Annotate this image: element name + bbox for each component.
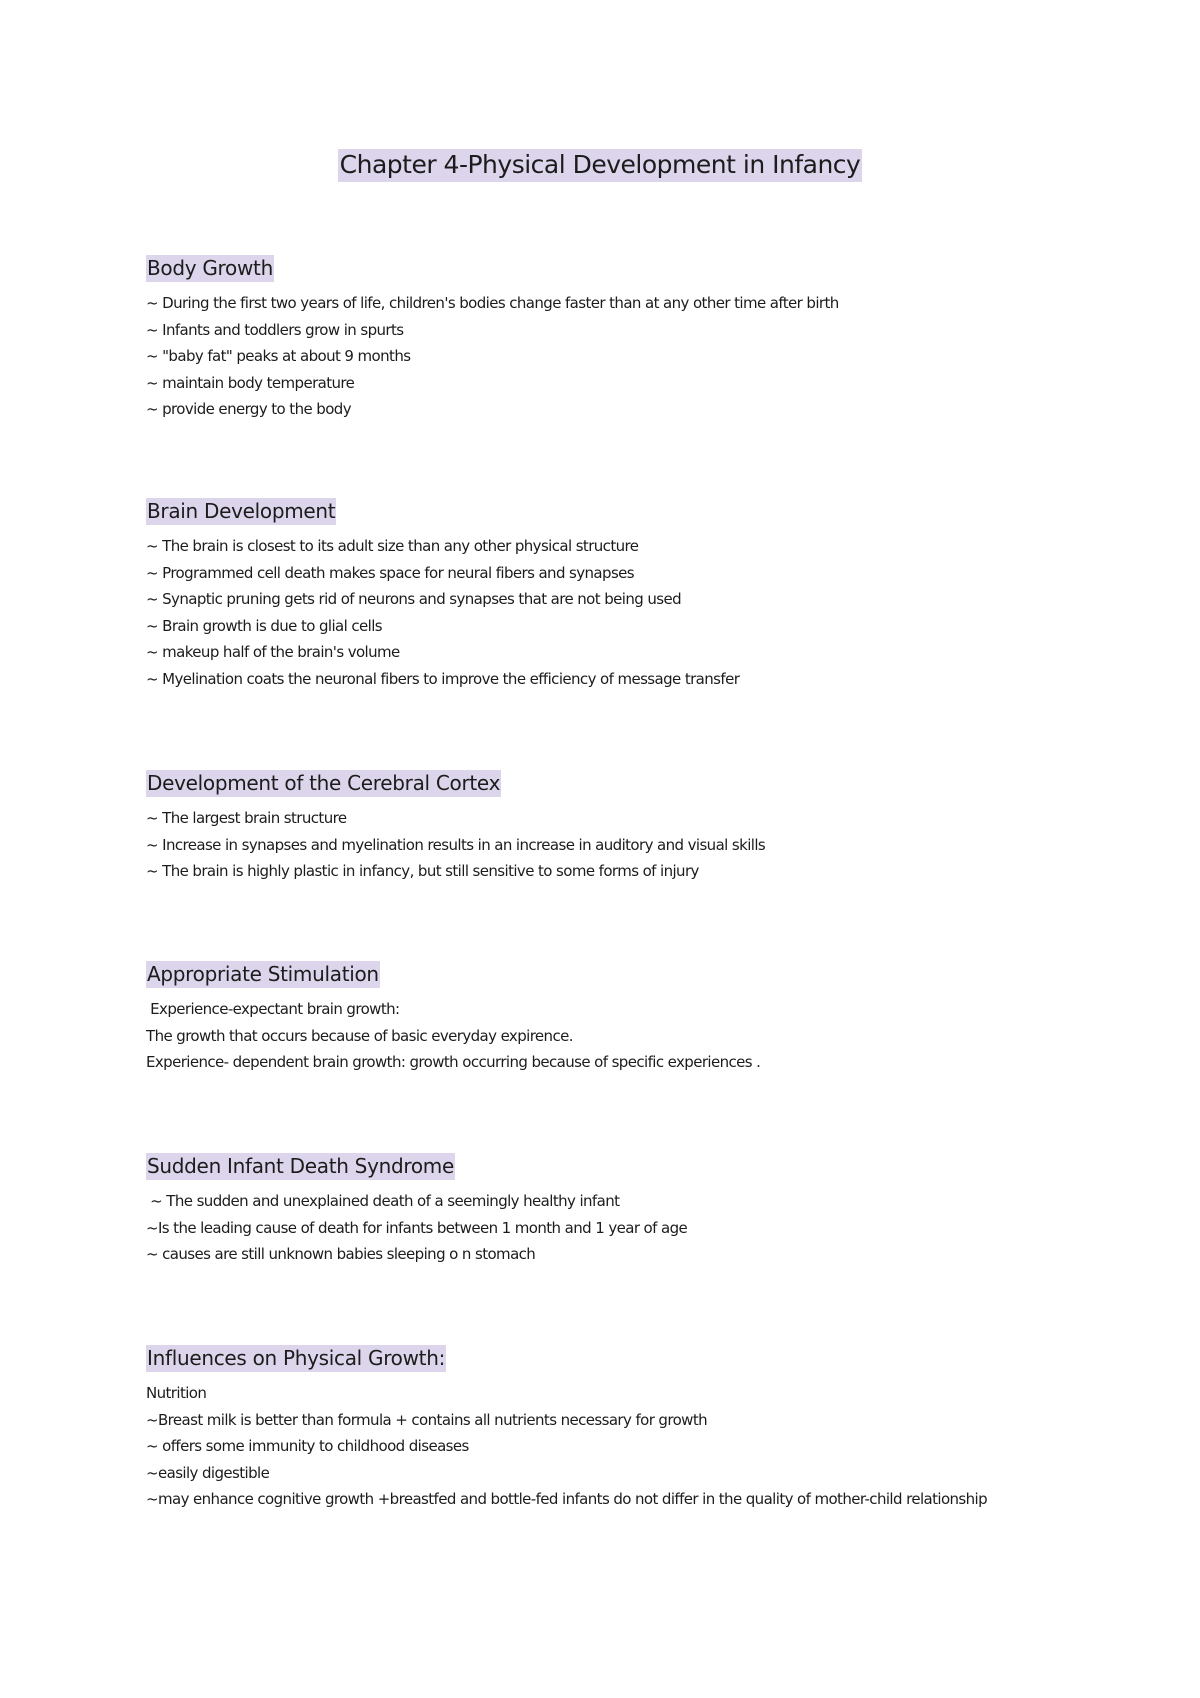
text-line: Experience-expectant brain growth: — [146, 1000, 400, 1018]
document-title-text: Chapter 4-Physical Development in Infancy — [338, 149, 863, 182]
section-heading-text: Influences on Physical Growth: — [147, 1346, 446, 1370]
text-line: ~ Myelination coats the neuronal fibers to improve the efficiency of message transfer — [146, 669, 740, 688]
text-line: ~ offers some immunity to childhood diseases — [146, 1437, 469, 1456]
text-line: ~ provide energy to the body — [146, 400, 351, 419]
text-line: ~Is the leading cause of death for infants between 1 month and 1 year of age — [146, 1218, 688, 1237]
text-line: ~Breast milk is better than formula + contains all nutrients necessary for growth — [146, 1410, 708, 1429]
text-line: ~ makeup half of the brain's volume — [146, 643, 400, 662]
text-line: ~ causes are still unknown babies sleeping o n stomach — [146, 1245, 536, 1264]
section-lines — [146, 805, 1046, 885]
section-brain-development — [146, 498, 1046, 693]
section-heading — [146, 1345, 1046, 1372]
text-line: Experience- dependent brain growth: growth occurring because of specific experiences . — [146, 1053, 761, 1072]
section-heading-text: Development of the Cerebral Cortex — [147, 771, 501, 795]
section-heading — [146, 498, 1046, 525]
section-heading-text: Appropriate Stimulation — [147, 962, 379, 986]
text-line: ~ The brain is highly plastic in infancy, but still sensitive to some forms of injury — [146, 862, 699, 881]
section-heading — [146, 770, 1046, 797]
section-heading-text: Brain Development — [147, 499, 336, 523]
section-heading — [146, 1153, 1046, 1180]
section-lines — [146, 996, 1046, 1076]
text-line: The growth that occurs because of basic everyday expirence. — [146, 1026, 573, 1045]
section-heading — [146, 255, 1046, 282]
section-cerebral-cortex — [146, 770, 1046, 885]
text-line: ~ The brain is closest to its adult size than any other physical structure — [146, 537, 639, 555]
section-appropriate-stimulation — [146, 961, 1046, 1076]
text-line: Nutrition — [146, 1384, 207, 1402]
text-line: ~easily digestible — [146, 1463, 270, 1482]
document-title — [0, 146, 1200, 182]
section-heading-text: Sudden Infant Death Syndrome — [147, 1154, 454, 1178]
text-line: ~ Programmed cell death makes space for neural fibers and synapses — [146, 563, 635, 582]
section-lines — [146, 1188, 1046, 1268]
text-line: ~ Synaptic pruning gets rid of neurons and synapses that are not being used — [146, 590, 681, 609]
section-lines — [146, 1380, 1046, 1513]
section-influences-physical-growth — [146, 1345, 1046, 1513]
section-sids — [146, 1153, 1046, 1268]
text-line: ~ Brain growth is due to glial cells — [146, 616, 383, 635]
text-line: ~ The sudden and unexplained death of a seemingly healthy infant — [146, 1192, 620, 1210]
section-heading — [146, 961, 1046, 988]
section-lines — [146, 290, 1046, 423]
text-line: ~may enhance cognitive growth +breastfed and bottle-fed infants do not differ in the quality of mother-child relationship — [146, 1490, 988, 1509]
section-body-growth — [146, 255, 1046, 423]
section-heading-text: Body Growth — [147, 256, 273, 280]
text-line: ~ During the first two years of life, children's bodies change faster than at any other time after birth — [146, 294, 839, 312]
text-line: ~ maintain body temperature — [146, 373, 355, 392]
text-line: ~ Infants and toddlers grow in spurts — [146, 320, 404, 339]
text-line: ~ The largest brain structure — [146, 809, 347, 827]
text-line: ~ "baby fat" peaks at about 9 months — [146, 347, 411, 366]
section-lines — [146, 533, 1046, 693]
text-line: ~ Increase in synapses and myelination results in an increase in auditory and visual skills — [146, 835, 766, 854]
